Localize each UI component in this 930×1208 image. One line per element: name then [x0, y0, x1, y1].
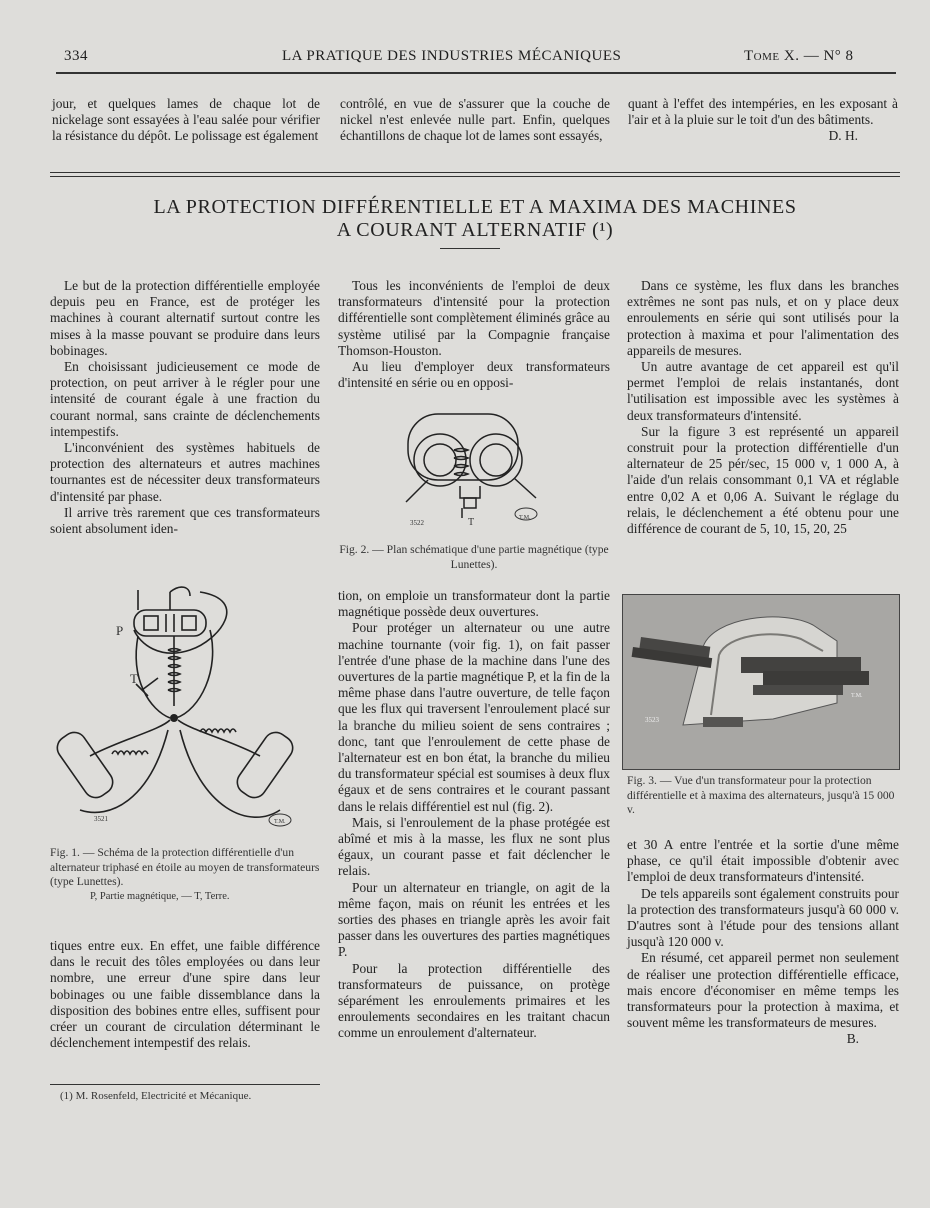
fig3-photo [622, 594, 900, 770]
fig1-diagram [50, 580, 320, 840]
fig3-transformer-photo [623, 595, 899, 769]
col3-paragraph: De tels appareils sont également construits pour la protection des transformateurs jusqu'à 60 000 v. D'autres sont à l'étude pour des tensions allant jusqu'à 120 000 v. [627, 885, 899, 950]
fig3-plate-number: 3523 [645, 716, 659, 724]
article-col1-top [50, 278, 320, 537]
prev-col3-text: quant à l'effet des intempéries, en les exposant à l'air et à la pluie sur le toit d'un des bâtiments. [628, 96, 898, 128]
col3-paragraph: Sur la figure 3 est représenté un appareil construit pour la protection différentielle d'un alternateur de 25 pér/sec, 15 000 v, 1 000 A, à l'aide d'un relais consommant 0,1 VA et réglable entre 0,02 A et 0,06 A. Suivant le réglage du relais, le déclenchement a été obtenu pour une différence de courant de 5, 10, 15, 20, 25 [627, 423, 899, 537]
page-number: 334 [64, 48, 88, 64]
fig2-label-t: T [468, 517, 475, 528]
col3-paragraph: Dans ce système, les flux dans les branches extrêmes ne sont pas nuls, et on y place deux enroulements en série qui sont utilisés pour la protection à maxima et pour l'alimentation des appareils de mesures. [627, 278, 899, 358]
fig1-legend: P, Partie magnétique, — T, Terre. [90, 890, 230, 902]
article-col2-bottom [338, 588, 610, 1042]
col1-paragraph: Le but de la protection différentielle employée depuis peu en France, est de protéger les machines à courant alternatif surtout contre les mises à la masse pouvant se produire dans leurs bobinages. [50, 278, 320, 358]
article-signature: B. [846, 1031, 859, 1047]
col1-bottom-text: tiques entre eux. En effet, une faible différence dans le recuit des tôles employées ou dans leur nombre, une erreur d'une spire dans leur bobinages ou une faible dissemblance dans la disposition des bobines entre elles, suffisent pour créer un courant de circulation déterminant le déclenchement intempestif des relais. [50, 938, 320, 1051]
footnote-rule [50, 1084, 320, 1085]
col3-paragraph: Un autre avantage de cet appareil est qu'il permet l'emploi de relais instantanés, dont l'utilisation est impossible avec les systèmes à deux transformateurs d'intensité. [627, 359, 899, 423]
fig2-plate-number: 3522 [410, 519, 424, 527]
separator-rule-1 [50, 172, 900, 173]
separator-rule-2 [50, 176, 900, 177]
col3-paragraph: et 30 A entre l'entrée et la sortie d'une même phase, ce qu'il était impossible d'obtenir avec l'emploi de deux transformateurs d'intensité. [627, 837, 899, 885]
article-col2-top [338, 278, 610, 391]
col2-paragraph: Au lieu d'employer deux transformateurs d'intensité en série ou en opposi- [338, 359, 610, 391]
article-col3-bottom [627, 837, 899, 1048]
fig1-plate-number: 3521 [94, 815, 108, 823]
article-title [60, 196, 890, 242]
fig2-caption: Fig. 2. — Plan schématique d'une partie magnétique (type Lunettes). [339, 543, 609, 571]
prev-article-signature: D. H. [828, 128, 858, 144]
fig3-stamp: T.M. [851, 693, 863, 699]
fig1-stamp: T.M. [274, 819, 286, 825]
col3-paragraph: En résumé, cet appareil permet non seulement de réaliser une protection différentielle efficace, mais encore d'économiser en même temps les transformateurs pour la protection à maxima, et souvent même les transformateurs de mesures. [627, 950, 899, 1031]
prev-article-col2 [340, 96, 610, 145]
col2-paragraph: Pour protéger un alternateur ou une autre machine tournante (voir fig. 1), on fait passer l'entrée d'une phase de la machine dans l'une des ouvertures de la partie magnétique P, et la fin de la même phase dans l'autre ouverture, de telle façon que les flux qui traversent l'enroulement placé sur la branche du milieu soient de sens contraires ; donc, tant que l'enroulement de cette phase de l'alternateur est en bon état, la branche du milieu du transformateur spécial est soumises à deux flux égaux et de sens contraires et le courant passant dans le relais différentiel est nul (fig. 2). [338, 620, 610, 814]
volume-number: Tome X. — N° 8 [744, 48, 854, 64]
article-col3-top [627, 278, 899, 537]
fig1-caption [50, 846, 320, 904]
journal-title: LA PRATIQUE DES INDUSTRIES MÉCANIQUES [282, 48, 622, 64]
article-title-line1: LA PROTECTION DIFFÉRENTIELLE ET A MAXIMA DES MACHINES [153, 196, 797, 218]
col2-paragraph: Pour la protection différentielle des transformateurs de puissance, on protège séparément les enroulements primaires et les enroulements secondaires en les traitant chacun comme un enroulement d'alternateur. [338, 960, 610, 1041]
article-col1-bottom [50, 938, 320, 1051]
col2-paragraph: Tous les inconvénients de l'emploi de deux transformateurs d'intensité pour la protection différentielle sont complètement éliminés grâce au système utilisé par la Compagnie française Thomson-Houston. [338, 278, 610, 358]
fig1-label-t: T [130, 671, 138, 686]
col1-paragraph: En choisissant judicieusement ce mode de protection, on peut arriver à le régler pour une intensité de courant égale à une fraction du courant normal, sans crainte de déclenchements intempestifs. [50, 359, 320, 439]
fig2-stamp: T.M. [519, 515, 531, 521]
article-title-line2: A COURANT ALTERNATIF (¹) [336, 219, 614, 241]
prev-col2-text: contrôlé, en vue de s'assurer que la couche de nickel n'est enlevée nulle part. Enfin, quelques échantillons de chaque lot de lames sont essayés, [340, 96, 610, 144]
col2-paragraph: Mais, si l'enroulement de la phase protégée est abîmé et mis à la masse, les flux ne sont plus égaux, un courant passe et fait déclencher le relais. [338, 814, 610, 879]
footnote: (1) M. Rosenfeld, Electricité et Mécanique. [60, 1090, 252, 1102]
col1-paragraph: Il arrive très rarement que ces transformateurs soient absolument iden- [50, 504, 320, 537]
col2-paragraph: tion, on emploie un transformateur dont la partie magnétique possède deux ouvertures. [338, 588, 610, 620]
fig3-caption: Fig. 3. — Vue d'un transformateur pour la protection différentielle et à maxima des alternateurs, jusqu'à 15 000 v. [627, 774, 895, 816]
col2-paragraph: Pour un alternateur en triangle, on agit de la même façon, mais on réunit les entrées et les sorties des phases en triangle après les avoir fait passer dans les ouvertures des parties magnétiques P. [338, 879, 610, 960]
fig1-caption-text: Fig. 1. — Schéma de la protection différentielle d'un alternateur triphasé en étoile au moyen de transformateurs (type Lunettes). [50, 846, 320, 888]
col1-paragraph: L'inconvénient des systèmes habituels de protection des alternateurs et autres machines tournantes est de nécessiter deux transformateurs d'intensité par phase. [50, 440, 320, 504]
prev-col1-text: jour, et quelques lames de chaque lot de nickelage sont essayées à l'eau salée pour vérifier la résistance du dépôt. Le polissage est également [52, 96, 320, 144]
prev-article-col3 [628, 96, 898, 145]
title-rule [440, 248, 500, 249]
fig1-label-p: P [116, 623, 124, 638]
header-rule [56, 72, 896, 74]
prev-article-col1 [52, 96, 320, 145]
